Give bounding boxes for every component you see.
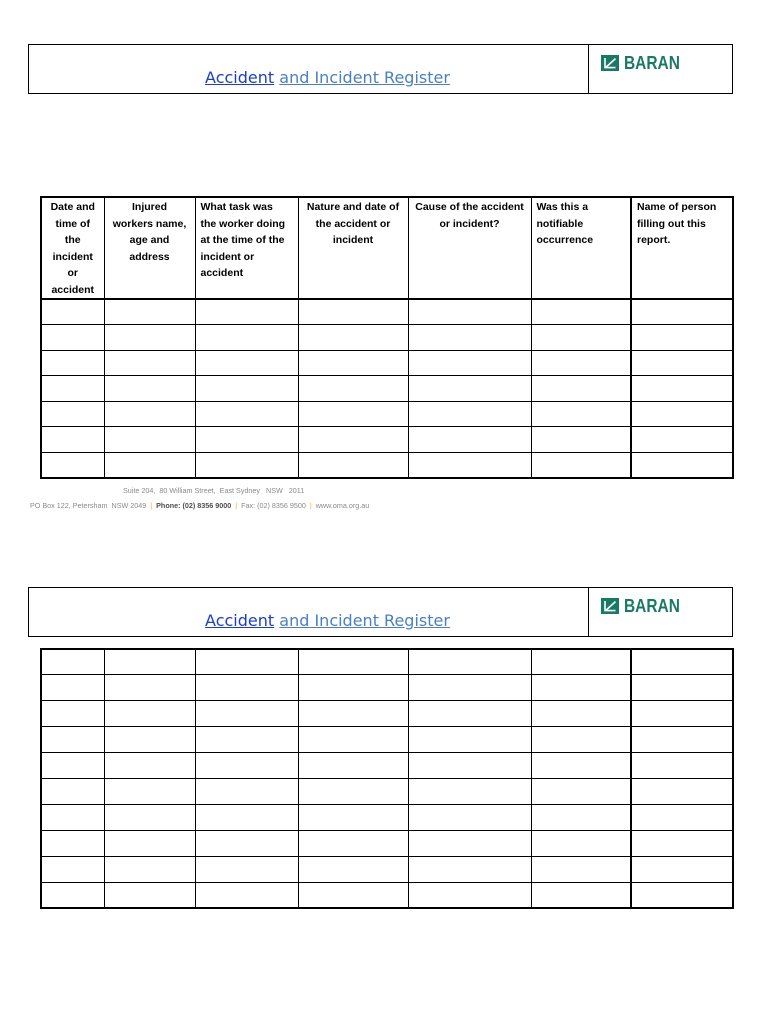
table-cell [195, 804, 298, 830]
table-row [41, 325, 733, 351]
title-accent-word: Accident [205, 611, 275, 630]
table-cell [631, 675, 733, 701]
table-header-row [41, 197, 733, 299]
table-cell [408, 701, 531, 727]
table-cell [631, 350, 733, 376]
table-cell [195, 882, 298, 908]
table-cell [104, 649, 195, 675]
table-cell [298, 376, 408, 402]
register-table [40, 196, 734, 479]
title-cell [29, 588, 589, 636]
column-header-cause: Cause of the accident or incident? [408, 197, 531, 299]
table-cell [298, 453, 408, 479]
table-row [41, 675, 733, 701]
table-cell [298, 727, 408, 753]
column-header-reporter-name: Name of person filling out this report. [631, 197, 733, 299]
table-cell [408, 325, 531, 351]
table-cell [408, 804, 531, 830]
table-row [41, 401, 733, 427]
table-cell [298, 882, 408, 908]
table-row [41, 453, 733, 479]
table-cell [104, 299, 195, 325]
table-cell [41, 350, 104, 376]
table-cell [195, 675, 298, 701]
register-table [40, 648, 734, 909]
table-cell [104, 727, 195, 753]
table-body [41, 299, 733, 478]
table-cell [104, 401, 195, 427]
table-cell [41, 427, 104, 453]
table-cell [195, 453, 298, 479]
table-cell [408, 401, 531, 427]
table-cell [531, 778, 631, 804]
table-row [41, 350, 733, 376]
table-cell [531, 427, 631, 453]
table-cell [298, 804, 408, 830]
table-cell [408, 830, 531, 856]
table-cell [104, 350, 195, 376]
column-header-notifiable: Was this a notifiable occurrence [531, 197, 631, 299]
table-cell [631, 882, 733, 908]
table-cell [104, 753, 195, 779]
footer-separator: | [309, 501, 312, 510]
table-cell [41, 830, 104, 856]
table-cell [631, 453, 733, 479]
table-cell [408, 727, 531, 753]
title-accent-word: Accident [205, 68, 275, 87]
table-cell [531, 325, 631, 351]
table-cell [631, 804, 733, 830]
table-cell [408, 882, 531, 908]
table-cell [531, 804, 631, 830]
table-cell [104, 453, 195, 479]
table-row [41, 727, 733, 753]
table-cell [531, 675, 631, 701]
table-row [41, 299, 733, 325]
table-cell [195, 325, 298, 351]
baran-logo [601, 55, 689, 71]
table-cell [195, 350, 298, 376]
table-cell [195, 299, 298, 325]
table-cell [195, 753, 298, 779]
table-cell [41, 453, 104, 479]
table-cell [408, 427, 531, 453]
footer-contact-line [30, 501, 369, 511]
table-cell [104, 882, 195, 908]
table-cell [631, 376, 733, 402]
table-cell [631, 856, 733, 882]
table-cell [104, 778, 195, 804]
title-cell [29, 45, 589, 93]
table-cell [631, 325, 733, 351]
register-title [67, 68, 588, 87]
table-cell [298, 701, 408, 727]
table-cell [408, 649, 531, 675]
table-cell [104, 325, 195, 351]
table-cell [408, 376, 531, 402]
footer-fax: Fax: (02) 8356 9500 [241, 501, 306, 510]
table-cell [631, 701, 733, 727]
table-cell [298, 325, 408, 351]
title-rest: and Incident Register [279, 68, 450, 87]
table-cell [195, 649, 298, 675]
table-cell [531, 701, 631, 727]
baran-logo-icon [601, 55, 619, 71]
table-cell [41, 649, 104, 675]
column-header-injured-worker: Injured workers name, age and address [104, 197, 195, 299]
table-cell [195, 401, 298, 427]
table-cell [408, 453, 531, 479]
table-cell [41, 727, 104, 753]
baran-logo-text: BARAN [624, 596, 680, 616]
footer-phone: Phone: (02) 8356 9000 [156, 501, 232, 510]
footer-website: www.oma.org.au [315, 501, 370, 510]
table-row [41, 778, 733, 804]
table-row [41, 856, 733, 882]
title-rest: and Incident Register [279, 611, 450, 630]
table-cell [41, 701, 104, 727]
table-cell [298, 401, 408, 427]
table-cell [298, 427, 408, 453]
column-header-task: What task was the worker doing at the time of the incident or accident [195, 197, 298, 299]
footer-street-address: Suite 204, 80 William Street, East Sydney NSW 2011 [123, 486, 305, 495]
table-cell [104, 804, 195, 830]
footer-separator: | [150, 501, 153, 510]
table-cell [41, 325, 104, 351]
column-header-nature-date: Nature and date of the accident or incident [298, 197, 408, 299]
table-cell [408, 299, 531, 325]
table-cell [531, 727, 631, 753]
table-row [41, 882, 733, 908]
table-cell [408, 753, 531, 779]
table-cell [631, 830, 733, 856]
table-cell [531, 856, 631, 882]
table-cell [298, 675, 408, 701]
organisation-footer [30, 486, 410, 512]
baran-logo-icon [601, 598, 619, 614]
table-cell [41, 753, 104, 779]
table-cell [531, 830, 631, 856]
table-cell [631, 299, 733, 325]
table-cell [41, 299, 104, 325]
table-cell [298, 299, 408, 325]
table-cell [298, 830, 408, 856]
table-cell [298, 649, 408, 675]
table-cell [104, 376, 195, 402]
table-cell [298, 753, 408, 779]
table-cell [41, 882, 104, 908]
table-cell [41, 778, 104, 804]
table-cell [195, 778, 298, 804]
table-cell [531, 376, 631, 402]
table-cell [104, 675, 195, 701]
footer-separator: | [235, 501, 238, 510]
table-cell [41, 401, 104, 427]
table-cell [104, 701, 195, 727]
table-body [41, 649, 733, 908]
table-cell [104, 427, 195, 453]
table-row [41, 804, 733, 830]
table-cell [631, 401, 733, 427]
table-cell [531, 882, 631, 908]
table-cell [41, 376, 104, 402]
table-cell [408, 675, 531, 701]
table-row [41, 376, 733, 402]
table-cell [41, 804, 104, 830]
table-cell [631, 778, 733, 804]
table-cell [531, 350, 631, 376]
table-cell [104, 830, 195, 856]
register-header [28, 587, 733, 637]
register-title [67, 611, 588, 630]
column-header-date-time: Date and time of the incident or accident [41, 197, 104, 299]
table-cell [195, 701, 298, 727]
table-cell [195, 727, 298, 753]
table-cell [41, 856, 104, 882]
baran-logo [601, 598, 689, 614]
logo-cell [589, 45, 732, 93]
table-cell [195, 856, 298, 882]
table-cell [41, 675, 104, 701]
table-row [41, 649, 733, 675]
table-cell [408, 350, 531, 376]
table-cell [195, 427, 298, 453]
table-cell [631, 727, 733, 753]
table-row [41, 701, 733, 727]
table-cell [531, 649, 631, 675]
table-cell [531, 299, 631, 325]
table-cell [631, 649, 733, 675]
table-cell [104, 856, 195, 882]
table-cell [631, 427, 733, 453]
table-cell [195, 376, 298, 402]
table-row [41, 427, 733, 453]
table-cell [298, 856, 408, 882]
table-cell [408, 856, 531, 882]
table-row [41, 830, 733, 856]
table-cell [408, 778, 531, 804]
register-header [28, 44, 733, 94]
baran-logo-text: BARAN [624, 53, 680, 73]
table-cell [531, 401, 631, 427]
table-cell [195, 830, 298, 856]
logo-cell [589, 588, 732, 636]
footer-po-box: PO Box 122, Petersham NSW 2049 [30, 501, 147, 510]
table-row [41, 753, 733, 779]
table-cell [531, 753, 631, 779]
table-cell [298, 778, 408, 804]
table-cell [298, 350, 408, 376]
table-cell [631, 753, 733, 779]
table-cell [531, 453, 631, 479]
